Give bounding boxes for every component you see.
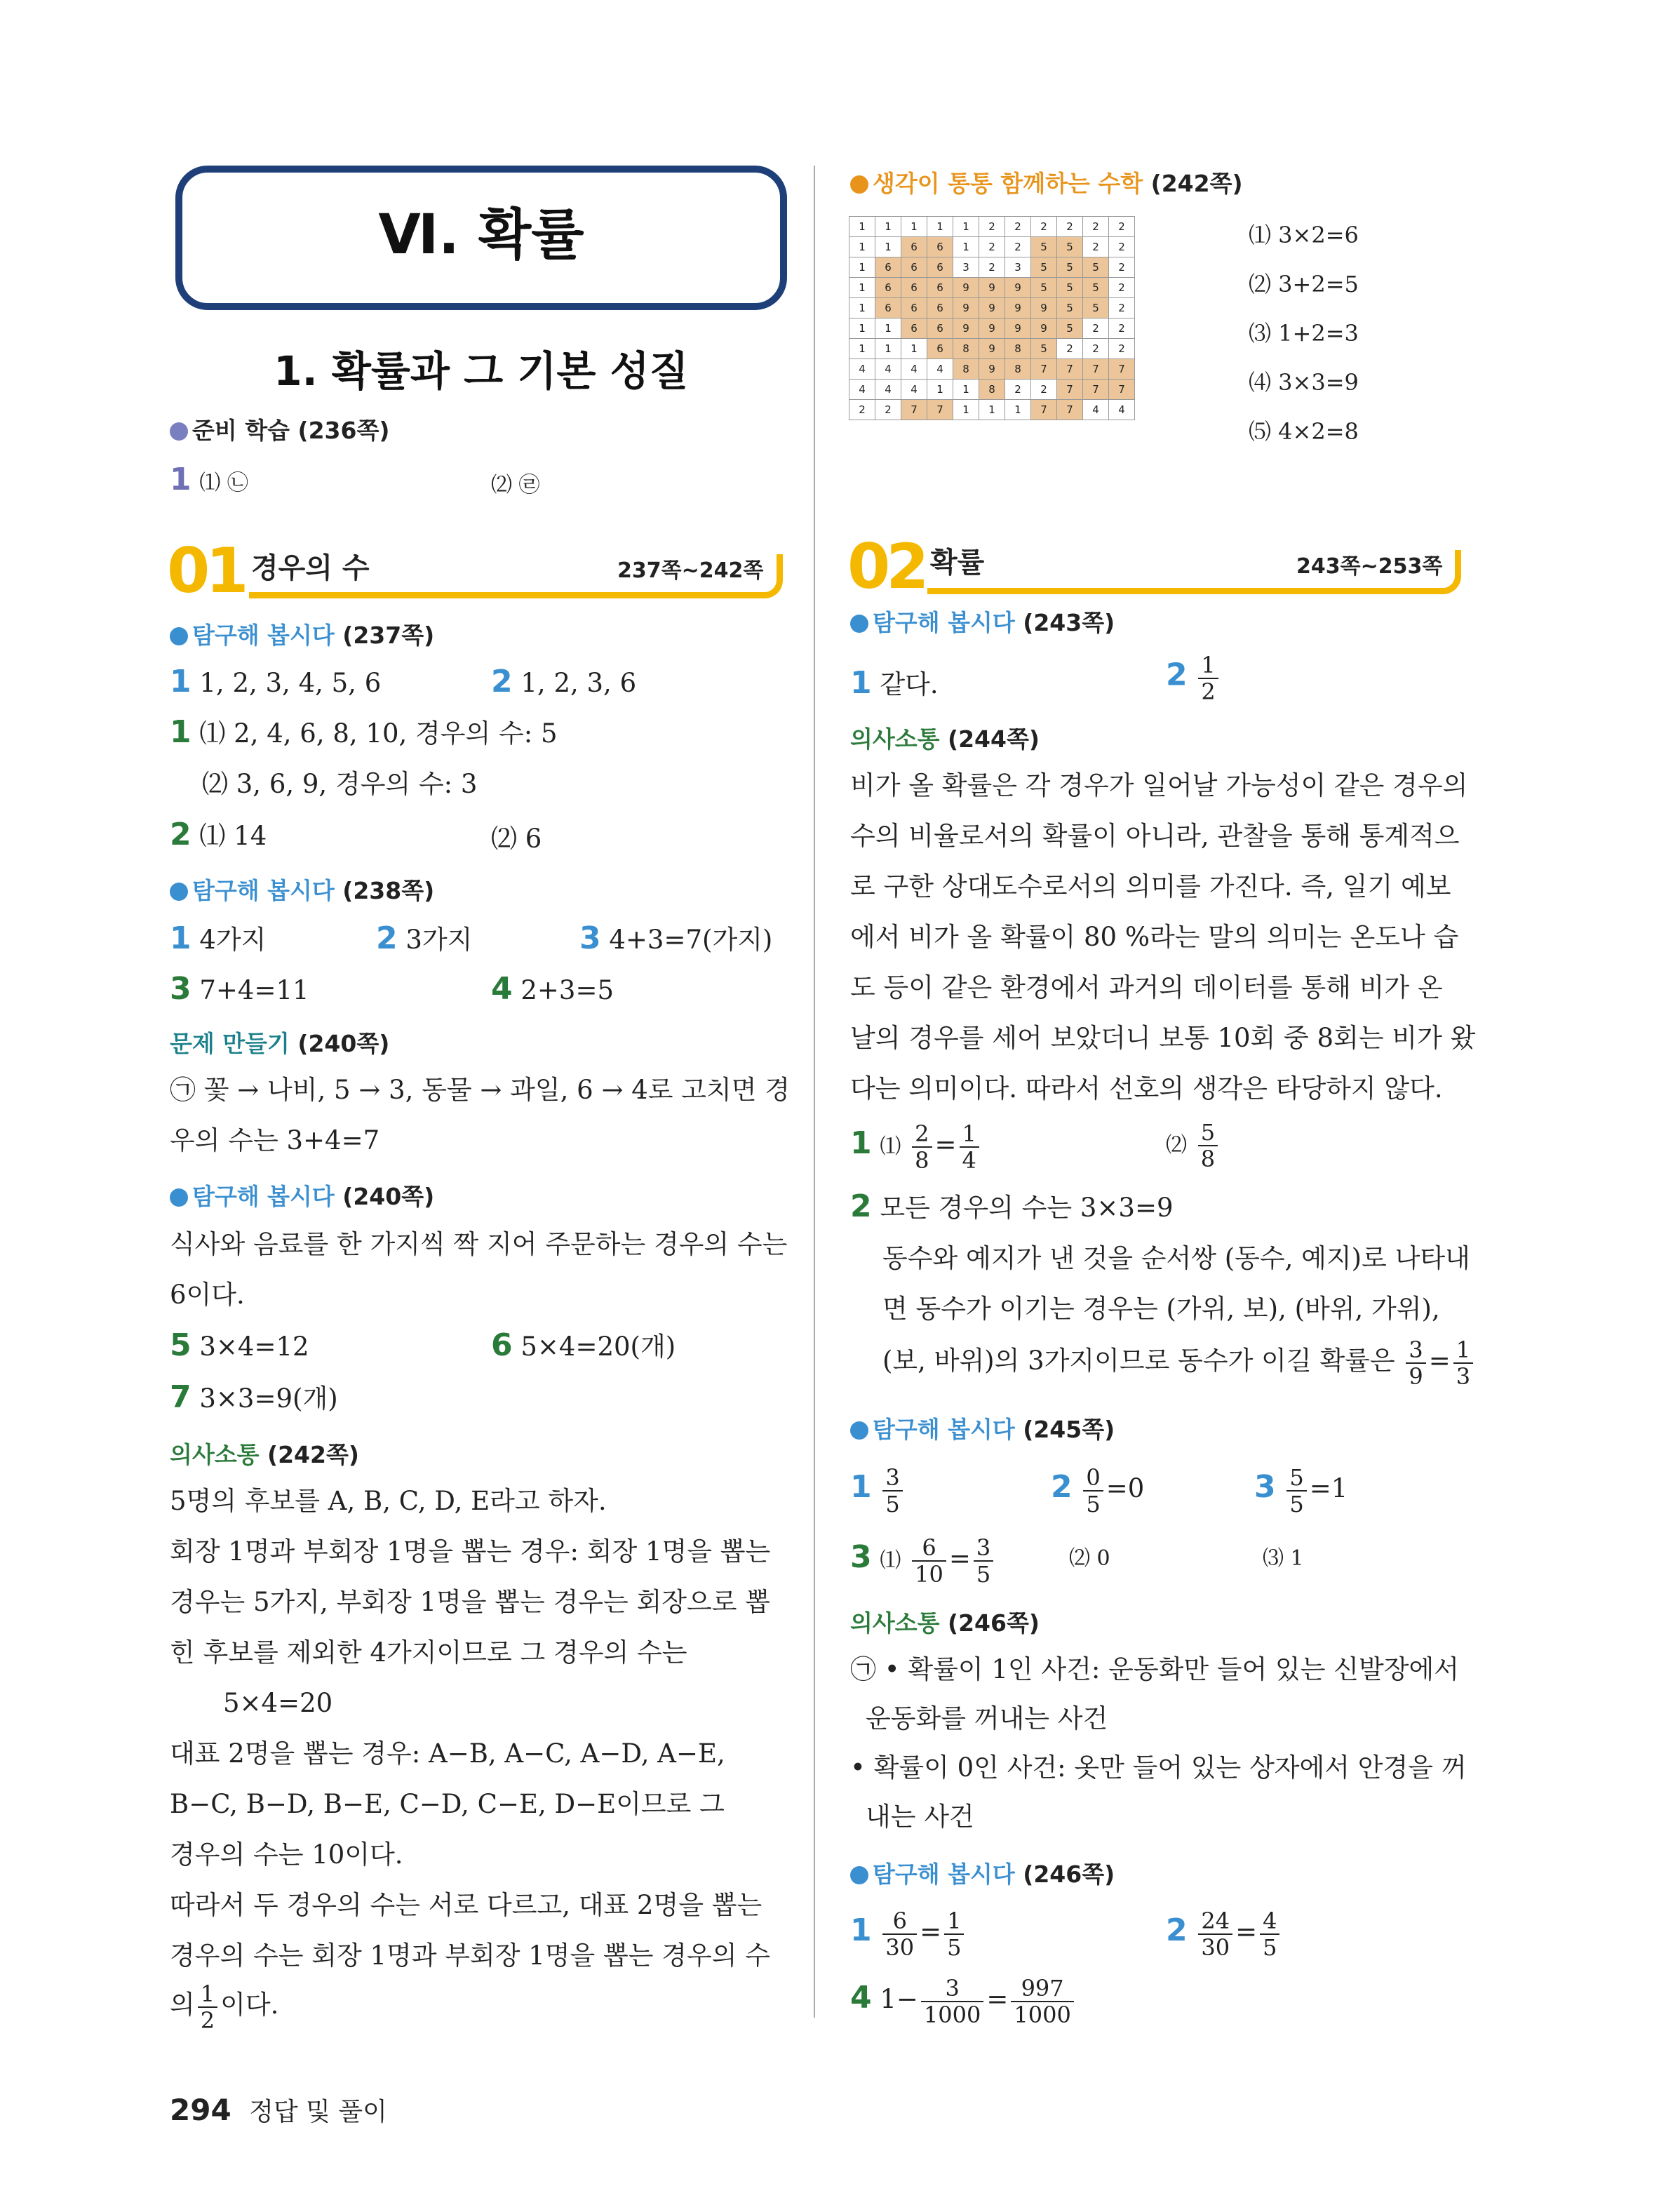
grid-cell: 1 [875,237,901,257]
grid-cell: 2 [1109,278,1135,298]
grid-cell: 1 [1005,400,1031,420]
grid-cell: 9 [979,298,1005,319]
grid-cell: 6 [927,257,953,278]
explore245-2: 2 $\frac{0}{5}$ =0 [1051,1463,1145,1517]
grid-cell: 2 [979,237,1005,257]
comm246-line-3: • 확률이 0인 사건: 옷만 들어 있는 상자에서 안경을 꺼 [850,1752,1467,1783]
grid-cell: 7 [1109,380,1135,400]
grid-cell: 7 [1031,400,1057,420]
comm242-line-4: 힌 후보를 제외한 4가지이므로 그 경우의 수는 [170,1637,687,1668]
grid-cell: 4 [1109,400,1135,420]
grid-cell: 5 [1057,237,1083,257]
comm244-line-1: 비가 올 확률은 각 경우가 일어날 가능성이 같은 경우의 [850,770,1468,800]
grid-cell: 7 [1057,380,1083,400]
grid-cell: 2 [1005,237,1031,257]
fraction: $\frac{0}{5}$ [1083,1465,1103,1517]
section-01-number: 01 [167,535,245,607]
grid-cell: 5 [1083,257,1109,278]
grid-cell: 6 [901,237,927,257]
grid-cell: 1 [849,339,875,359]
problem-r1b: ⑵ $\frac{5}{8}$ [1166,1115,1221,1174]
explore246-2: 2 $\frac{24}{30}$ = $\frac{4}{5}$ [1166,1903,1282,1960]
bullet-icon [170,627,188,645]
grid-cell: 5 [1057,257,1083,278]
grid-cell: 3 [1005,257,1031,278]
grid-cell: 1 [901,339,927,359]
grid-cell: 5 [1083,278,1109,298]
grid-cell: 5 [1031,257,1057,278]
explore246-1: 1 $\frac{6}{30}$ = $\frac{1}{5}$ [850,1903,967,1960]
grid-cell: 9 [953,278,979,298]
problem-7: 7 3×3=9(개) [170,1379,338,1415]
problem-3: 3 7+4=11 [170,971,309,1007]
grid-cell: 2 [1109,237,1135,257]
grid-cell: 1 [849,257,875,278]
problem-r2-line-3: 면 동수가 이기는 경우는 (가위, 보), (바위, 가위), [882,1294,1440,1324]
problem-2b: ⑵ 6 [491,824,542,854]
fraction: $\frac{6}{10}$ [912,1535,946,1587]
grid-cell: 2 [1057,339,1083,359]
grid-cell: 1 [849,298,875,319]
grid-cell: 9 [979,359,1005,380]
grid-cell: 9 [953,298,979,319]
fraction: $\frac{997}{1000}$ [1011,1976,1073,2027]
page-footer [170,2092,387,2128]
problem-r2-line-4: (보, 바위)의 3가지이므로 동수가 이길 확률은 $\frac{3}{9}$ = $\frac{1}{3}$ [882,1333,1476,1389]
comm242-line-9: 따라서 두 경우의 수는 서로 다르고, 대표 2명을 뽑는 [170,1890,762,1920]
grid-cell: 7 [1031,359,1057,380]
problem-1: 1 ⑴ 2, 4, 6, 8, 10, 경우의 수: 5 [170,714,558,750]
grid-cell: 2 [1031,217,1057,237]
grid-cell: 2 [1057,217,1083,237]
grid-cell: 7 [1109,359,1135,380]
fraction: $\frac{1}{2}$ [1198,652,1218,704]
problem-r3: 3 ⑴ $\frac{6}{10}$ = $\frac{3}{5}$ [850,1529,996,1589]
problem-6: 6 5×4=20(개) [491,1327,676,1363]
explore243-1: 1 같다. [850,665,939,701]
math-answer-item: ⑵ 3+2=5 [1249,271,1359,297]
problem-r3c: ⑶ 1 [1263,1546,1304,1571]
comm242-line-11: 의 $\frac{1}{2}$ 이다. [170,1980,279,2034]
make-problem-line-1: ㉠ 꽃 → 나비, 5 → 3, 동물 → 과일, 6 → 4로 고치면 경 [170,1075,791,1105]
comm244-line-2: 수의 비율로서의 확률이 아니라, 관찰을 통해 통계적으 [850,821,1460,851]
grid-cell: 5 [1083,298,1109,319]
grid-cell: 1 [953,380,979,400]
communication-heading-242: 의사소통 (242쪽) [170,1441,359,1468]
fraction: $\frac{24}{30}$ [1198,1908,1232,1960]
explore240-line-2: 6이다. [170,1280,245,1310]
section-title: 1. 확률과 그 기본 성질 [274,347,689,395]
grid-cell: 1 [927,217,953,237]
fraction: $\frac{2}{8}$ [912,1121,932,1173]
grid-cell: 8 [1005,339,1031,359]
math-heading: 생각이 통통 함께하는 수학 (242쪽) [850,166,1243,199]
grid-row [849,339,1135,359]
make-problem-heading: 문제 만들기 (240쪽) [170,1030,390,1057]
fraction: $\frac{1}{2}$ [198,1981,217,2033]
grid-cell: 7 [1083,359,1109,380]
bullet-icon [170,883,188,901]
grid-cell: 7 [1057,359,1083,380]
grid-cell: 4 [875,380,901,400]
grid-cell: 4 [849,380,875,400]
grid-cell: 5 [1031,278,1057,298]
explore245-3: 3 $\frac{5}{5}$ =1 [1254,1463,1348,1517]
grid-cell: 4 [901,380,927,400]
fraction: $\frac{3}{9}$ [1406,1337,1425,1389]
grid-cell: 6 [875,298,901,319]
grid-cell: 1 [849,319,875,339]
grid-cell: 6 [901,278,927,298]
explore-heading-237: 탐구해 봅시다 (237쪽) [170,617,434,650]
comm246-line-1: ㉠ • 확률이 1인 사건: 운동화만 들어 있는 신발장에서 [850,1654,1460,1684]
comm242-line-1: 5명의 후보를 A, B, C, D, E라고 하자. [170,1486,607,1516]
grid-cell: 9 [1005,298,1031,319]
grid-cell: 6 [927,319,953,339]
math-answer-item: ⑶ 1+2=3 [1249,320,1359,347]
grid-cell: 1 [901,217,927,237]
comm242-line-5: 5×4=20 [223,1688,333,1718]
grid-cell: 2 [1109,339,1135,359]
grid-cell: 1 [953,217,979,237]
grid-cell: 2 [1109,298,1135,319]
problem-r2: 2 모든 경우의 수는 3×3=9 [850,1188,1174,1224]
grid-cell: 2 [1083,217,1109,237]
comm242-line-2: 회장 1명과 부회장 1명을 뽑는 경우: 회장 1명을 뽑는 [170,1536,771,1567]
comm244-line-7: 다는 의미이다. 따라서 선호의 생각은 타당하지 않다. [850,1073,1443,1104]
grid-cell: 2 [849,400,875,420]
problem-r3b: ⑵ 0 [1069,1546,1110,1571]
fraction: $\frac{1}{3}$ [1453,1337,1473,1389]
math-answer-item: ⑷ 3×3=9 [1249,369,1359,396]
grid-cell: 1 [927,380,953,400]
section-01-title: 경우의 수 [251,552,370,584]
grid-cell: 6 [875,278,901,298]
comm242-line-6: 대표 2명을 뽑는 경우: A−B, A−C, A−D, A−E, [170,1738,725,1769]
grid-cell: 5 [1031,339,1057,359]
bullet-icon [170,422,188,441]
grid-cell: 2 [1083,237,1109,257]
fraction: $\frac{4}{5}$ [1260,1908,1279,1960]
grid-cell: 3 [953,257,979,278]
grid-cell: 2 [979,257,1005,278]
bullet-icon [850,1421,868,1440]
grid-cell: 7 [901,400,927,420]
grid-cell: 1 [849,278,875,298]
comm244-line-4: 에서 비가 올 확률이 80 %라는 말의 의미는 온도나 습 [850,922,1459,952]
grid-row [849,217,1135,237]
grid-cell: 8 [953,359,979,380]
explore-answer-2: 2 1, 2, 3, 6 [491,664,637,699]
explore-heading-240: 탐구해 봅시다 (240쪽) [170,1179,434,1212]
grid-cell: 6 [875,257,901,278]
grid-cell: 2 [979,217,1005,237]
grid-cell: 6 [901,257,927,278]
grid-cell: 4 [875,359,901,380]
prep-heading: 준비 학습 (236쪽) [170,413,389,445]
footer-label: 정답 및 풀이 [249,2098,387,2126]
column-divider [814,166,815,2018]
grid-cell: 1 [953,237,979,257]
grid-cell: 1 [875,339,901,359]
comm242-line-10: 경우의 수는 회장 1명과 부회장 1명을 뽑는 경우의 수 [170,1940,771,1971]
explore240-line-1: 식사와 음료를 한 가지씩 짝 지어 주문하는 경우의 수는 [170,1229,788,1259]
grid-cell: 8 [1005,359,1031,380]
grid-cell: 9 [979,339,1005,359]
grid-cell: 2 [1109,217,1135,237]
explore-heading-245: 탐구해 봅시다 (245쪽) [850,1412,1115,1444]
bullet-icon [170,1188,188,1207]
number-grid [849,216,1135,420]
fraction: $\frac{5}{5}$ [1286,1465,1306,1517]
chapter-title: Ⅵ. 확률 [378,203,584,267]
problem-r4: 4 1− $\frac{3}{1000}$ = $\frac{997}{1000}$ [850,1970,1077,2027]
make-problem-line-2: 우의 수는 3+4=7 [170,1125,380,1155]
grid-cell: 6 [927,339,953,359]
grid-cell: 2 [1109,257,1135,278]
fraction: $\frac{1}{5}$ [944,1908,964,1960]
grid-row [849,257,1135,278]
bullet-icon [850,175,868,194]
grid-cell: 6 [901,319,927,339]
communication-heading-244: 의사소통 (244쪽) [850,725,1040,753]
problem-1b: ⑵ 3, 6, 9, 경우의 수: 3 [202,769,478,799]
grid-cell: 7 [1083,380,1109,400]
grid-cell: 2 [1083,339,1109,359]
grid-cell: 6 [901,298,927,319]
section-01-pages: 237쪽~242쪽 [617,558,764,583]
fraction: $\frac{1}{4}$ [960,1121,979,1173]
grid-cell: 8 [979,380,1005,400]
grid-cell: 1 [875,319,901,339]
fraction: $\frac{6}{30}$ [882,1908,917,1960]
bullet-icon [850,615,868,633]
grid-cell: 1 [849,217,875,237]
grid-row [849,319,1135,339]
fraction: $\frac{3}{5}$ [974,1535,993,1587]
problem-r2-line-2: 동수와 예지가 낸 것을 순서쌍 (동수, 예지)로 나타내 [882,1243,1470,1273]
grid-cell: 1 [953,400,979,420]
grid-cell: 4 [927,359,953,380]
grid-cell: 6 [927,278,953,298]
grid-cell: 6 [927,298,953,319]
explore238-1: 1 4가지 [170,920,267,956]
grid-cell: 9 [1005,278,1031,298]
fraction: $\frac{3}{5}$ [882,1465,902,1517]
grid-cell: 7 [927,400,953,420]
grid-cell: 4 [849,359,875,380]
grid-cell: 9 [1031,298,1057,319]
grid-row [849,298,1135,319]
grid-cell: 4 [1083,400,1109,420]
problem-2: 2 ⑴ 14 [170,817,267,852]
grid-cell: 8 [953,339,979,359]
explore-heading-246: 탐구해 봅시다 (246쪽) [850,1856,1115,1889]
grid-cell: 2 [1005,217,1031,237]
grid-cell: 2 [875,400,901,420]
grid-row [849,237,1135,257]
problem-4: 4 2+3=5 [491,971,614,1007]
section-02-number: 02 [847,530,925,603]
prep-answer-2: ⑵ ㉣ [491,473,540,497]
grid-cell: 5 [1031,237,1057,257]
grid-cell: 2 [1031,380,1057,400]
explore245-1: 1 $\frac{3}{5}$ [850,1459,906,1517]
comm244-line-3: 로 구한 상대도수로서의 의미를 가진다. 즉, 일기 예보 [850,871,1451,901]
section-02-title: 확률 [930,547,985,579]
explore238-3: 3 4+3=7(가지) [579,920,773,956]
problem-5: 5 3×4=12 [170,1327,309,1363]
explore238-2: 2 3가지 [376,920,473,956]
comm242-line-8: 경우의 수는 10이다. [170,1839,403,1870]
grid-cell: 9 [979,319,1005,339]
grid-cell: 2 [1083,319,1109,339]
grid-cell: 5 [1057,298,1083,319]
comm242-line-7: B−C, B−D, B−E, C−D, C−E, D−E이므로 그 [170,1789,725,1819]
problem-r1: 1 ⑴ $\frac{2}{8}$ = $\frac{1}{4}$ [850,1115,982,1175]
math-answer-item: ⑸ 4×2=8 [1249,418,1359,445]
grid-cell: 2 [1109,319,1135,339]
explore243-2: 2 $\frac{1}{2}$ [1166,652,1221,704]
comm246-line-4: 내는 사건 [866,1802,974,1832]
comm244-line-6: 날의 경우를 세어 보았더니 보통 10회 중 8회는 비가 왔 [850,1023,1476,1053]
page-number: 294 [170,2093,231,2127]
explore-heading-243: 탐구해 봅시다 (243쪽) [850,605,1115,638]
comm242-line-3: 경우는 5가지, 부회장 1명을 뽑는 경우는 회장으로 뽑 [170,1587,771,1617]
grid-row [849,359,1135,380]
grid-cell: 9 [953,319,979,339]
grid-cell: 2 [1005,380,1031,400]
grid-cell: 7 [1057,400,1083,420]
grid-row [849,278,1135,298]
grid-cell: 9 [979,278,1005,298]
grid-cell: 9 [1005,319,1031,339]
section-02-pages: 243쪽~253쪽 [1296,554,1443,579]
comm246-line-2: 운동화를 꺼내는 사건 [866,1703,1108,1734]
fraction: $\frac{5}{8}$ [1198,1120,1218,1172]
prep-answer-1: 1 ⑴ ㉡ [170,462,248,497]
grid-cell: 9 [1031,319,1057,339]
grid-cell: 1 [849,237,875,257]
grid-cell: 1 [875,217,901,237]
math-answers [1249,210,1359,456]
fraction: $\frac{3}{1000}$ [921,1976,983,2027]
explore-heading-238: 탐구해 봅시다 (238쪽) [170,873,434,906]
comm244-line-5: 도 등이 같은 환경에서 과거의 데이터를 통해 비가 온 [850,972,1443,1003]
grid-row [849,400,1135,420]
grid-cell: 5 [1057,278,1083,298]
grid-cell: 6 [927,237,953,257]
bullet-icon [850,1866,868,1884]
grid-cell: 5 [1057,319,1083,339]
math-answer-item: ⑴ 3×2=6 [1249,222,1359,248]
grid-cell: 4 [901,359,927,380]
communication-heading-246: 의사소통 (246쪽) [850,1609,1040,1637]
explore-answer-1: 1 1, 2, 3, 4, 5, 6 [170,664,382,699]
grid-row [849,380,1135,400]
grid-cell: 1 [979,400,1005,420]
